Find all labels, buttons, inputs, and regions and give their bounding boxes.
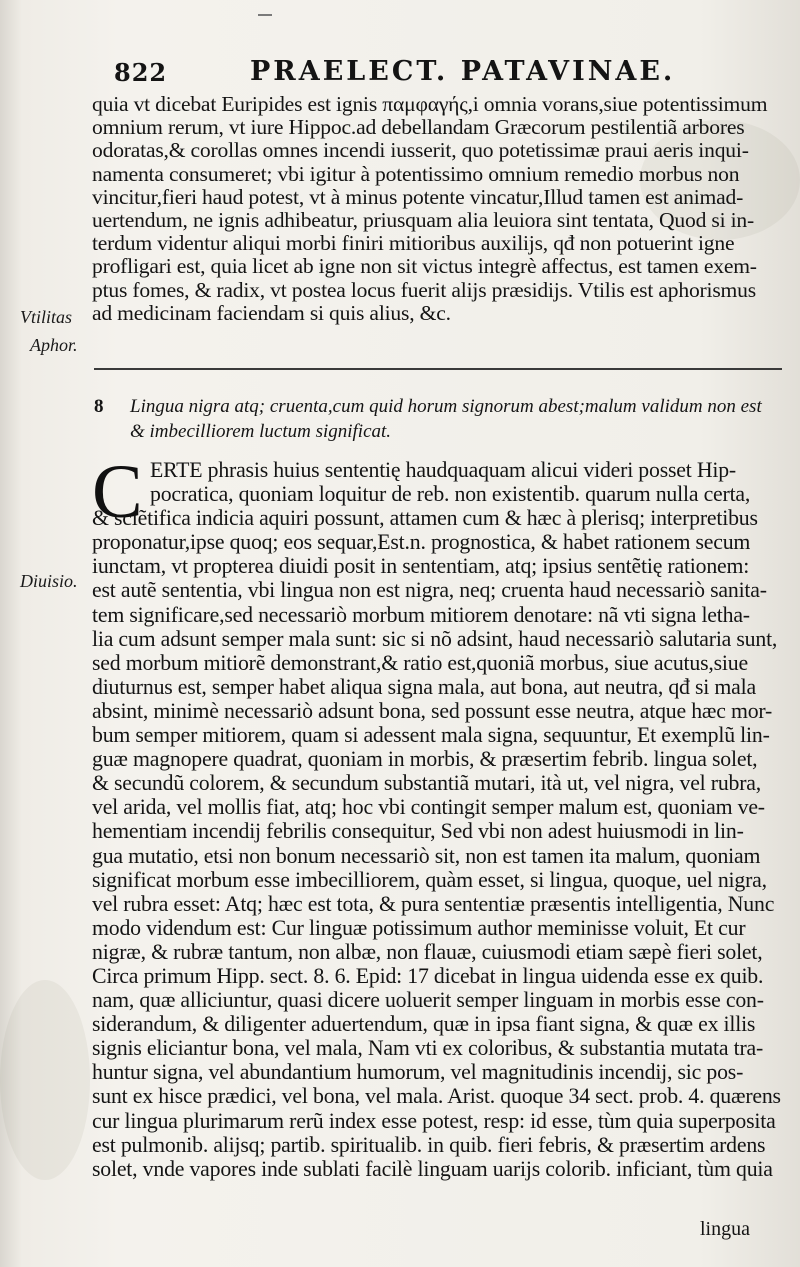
text-block-1 — [92, 93, 782, 325]
text-line: guæ magnopere quadrat, quoniam in morbis, & præsertim febrib. lingua solet, — [92, 747, 758, 772]
text-line: ad medicinam faciendam si quis alius, &c. — [92, 300, 451, 325]
running-title: PRAELECT. PATAVINAE. — [250, 56, 676, 87]
aphorism — [94, 394, 784, 444]
text-line: diuturnus est, semper habet aliqua signa mala, aut bona, aut neutra, qđ si mala — [92, 674, 756, 699]
text-line: absint, minimè necessariò adsunt bona, sed possunt esse neutra, atque hæc mor- — [92, 698, 773, 723]
text-line: modo videndum est: Cur linguæ potissimum author meminisse voluit, Et cur — [92, 915, 746, 940]
text-line: signis eliciantur bona, vel mala, Nam vti ex coloribus, & substantia mutata tra- — [92, 1036, 764, 1061]
text-line: vincitur,fieri haud potest, vt à minus potente vincatur,Illud tamen est animad- — [92, 184, 744, 209]
text-line: hementiam incendij febrilis consequitur, Sed vbi non adest huiusmodi in lin- — [92, 819, 744, 844]
text-line: solet, vnde vapores inde sublati facilè linguam uarijs colorib. inficiant, tùm quia — [92, 1156, 773, 1181]
text-line: gua mutatio, etsi non bonum necessariò sit, non est tamen ita malum, quoniam — [92, 843, 761, 868]
paper-stain — [0, 980, 90, 1180]
text-line: vel arida, vel mollis fiat, atq; hoc vbi contingit semper malum est, quoniam ve- — [92, 795, 765, 820]
text-block-2 — [92, 458, 782, 1181]
margin-note-vtilitas: Vtilitas — [20, 307, 73, 327]
drop-cap: C — [92, 450, 143, 534]
text-line: cur lingua plurimarum rerũ index esse potest, resp: id esse, tùm quia superposita — [92, 1108, 776, 1133]
text-line: pocratica, quoniam loquitur de reb. non existentib. quarum nulla certa, — [150, 482, 751, 507]
text-line: est pulmonib. alijsq; partib. spiritualib. in quib. fieri febris, & præsertim ardens — [92, 1132, 766, 1157]
text-line: ptus fomes, & radix, vt postea locus fuerit alijs præsidijs. Vtilis est aphorismus — [92, 277, 756, 302]
margin-note-aphor: Aphor. — [30, 335, 78, 355]
text-line: & secundũ colorem, & secundum substantiã mutari, ità ut, vel nigra, vel rubra, — [92, 771, 762, 796]
text-line: omnium rerum, vt iure Hippoc.ad debellandam Græcorum pestilentiã arbores — [92, 115, 745, 140]
text-line: profligari est, quia licet ab igne non sit victus integrè affectus, est tamen exem- — [92, 254, 757, 279]
text-line: vel rubra esset: Atq; hæc est tota, & pura sententiæ præsentis intelligentia, Nunc — [92, 891, 775, 916]
margin-note-diuisio: Diuisio. — [20, 571, 78, 591]
text-line: ERTE phrasis huius sententię haudquaquam alicui videri posset Hip- — [150, 458, 736, 482]
aphorism-line — [94, 394, 784, 419]
text-line: est autẽ sententia, vbi lingua non est nigra, neq; cruenta haud necessariò sanita- — [92, 578, 767, 603]
page-header — [100, 56, 780, 90]
text-line: nam, quæ alliciuntur, quasi dicere uoluerit semper linguam in morbis esse con- — [92, 988, 764, 1013]
text-line: siderandum, & diligenter aduertendum, quæ in ipsa fiant signa, & quæ ex illis — [92, 1012, 756, 1037]
text-line: sed morbum mitiorẽ demonstrant,& ratio est,quoniã morbus, siue acutus,siue — [92, 650, 748, 675]
text-line: odoratas,& corollas omnes incendi iusserit, quo potetissimæ praui aeris inqui- — [92, 138, 749, 163]
text-line: Circa primum Hipp. sect. 8. 6. Epid: 17 dicebat in lingua uidenda esse ex quib. — [92, 963, 764, 988]
text-line: significat morbum esse imbecilliorem, quàm esset, si lingua, quoque, uel nigra, — [92, 867, 767, 892]
text-line: nigræ, & rubræ tantum, non albæ, non flauæ, cuiusmodi etiam sæpè fieri solet, — [92, 939, 763, 964]
section-divider — [94, 368, 782, 370]
page-number: 822 — [114, 58, 168, 87]
text-line: sunt ex hisce prædici, vel bona, vel mala. Arist. quoque 34 sect. prob. 4. quærens — [92, 1084, 781, 1109]
text-line: bum semper mitiorem, quam si adessent mala signa, sequuntur, Et exemplũ lin- — [92, 723, 770, 748]
text-line: tem significare,sed necessariò morbum mitiorem denotare: nã vti signa letha- — [92, 602, 750, 627]
aphorism-line: & imbecilliorem luctum significat. — [130, 421, 392, 442]
text-line: iunctam, vt propterea diuidi posit in sententiam, atq; ipsius sentẽtię rationem: — [92, 554, 750, 579]
text-line: proponatur,ipse quoq; eos sequar,Est.n. prognostica, & habet rationem secum — [92, 530, 751, 555]
aphorism-text: Lingua nigra atq; cruenta,cum quid horum signorum abest;malum validum non est — [130, 396, 762, 417]
text-line: huntur signa, vel abundantium humorum, vel magnitudinis incendij, sic pos- — [92, 1060, 744, 1085]
text-line: & sciẽtifica indicia aquiri possunt, attamen cum & hæc à plerisq; interpretibus — [92, 506, 758, 531]
catchword: lingua — [700, 1218, 750, 1240]
text-line: lia cum adsunt semper mala sunt: sic si nõ adsint, haud necessariò salutaria sunt, — [92, 626, 778, 651]
aphorism-number: 8 — [94, 396, 104, 417]
text-line: terdum videntur aliqui morbi finiri mitioribus auxilijs, qđ non potuerint igne — [92, 231, 735, 256]
text-line: quia vt dicebat Euripides est ignis παμφαγής,i omnia vorans,siue potentissimum — [92, 93, 768, 116]
top-mark — [258, 14, 272, 16]
text-line: namenta consumeret; vbi igitur à potentissimo omnium remedio morbus non — [92, 161, 740, 186]
text-line: uertendum, ne ignis adhibeatur, priusquam alia leuiora sint tentata, Quod si in- — [92, 207, 754, 232]
